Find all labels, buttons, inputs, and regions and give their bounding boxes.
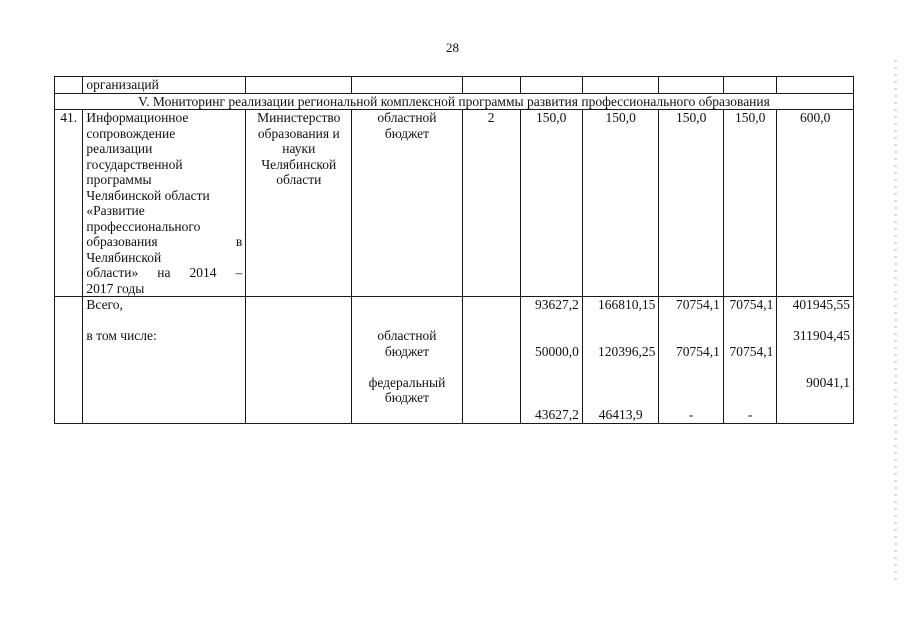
all-total: 401945,55 [792, 297, 850, 312]
source-line: областной [377, 110, 437, 125]
description-line: области» на 2014 – [86, 265, 243, 280]
scan-edge-marks [894, 60, 897, 580]
totals-sources [352, 297, 462, 424]
row-value-2014: 150,0 [520, 110, 582, 297]
label-all: Всего, [86, 297, 123, 312]
federal-2016: - [688, 407, 694, 422]
totals-2017 [723, 297, 777, 424]
federal-2014: 43627,2 [535, 407, 579, 422]
cell-empty [777, 77, 854, 94]
cell-empty [55, 297, 83, 424]
cell-organizations: организаций [83, 77, 246, 94]
description-line: Челябинской области [86, 187, 210, 203]
totals-2014 [520, 297, 582, 424]
row-term: 2 [462, 110, 520, 297]
description-line: Информационное [86, 110, 189, 125]
federal-2015: 46413,9 [598, 407, 643, 422]
description-line: реализации [86, 141, 153, 156]
cell-empty [723, 77, 777, 94]
row-value-2017: 150,0 [723, 110, 777, 297]
executor-line: Министерство [257, 110, 341, 125]
description-line: образования в [86, 234, 243, 249]
page-number: 28 [446, 40, 459, 55]
all-2015: 166810,15 [598, 297, 656, 312]
cell-empty [246, 297, 352, 424]
executor-line: области [276, 172, 322, 187]
row-value-total: 600,0 [777, 110, 854, 297]
program-table [54, 76, 854, 424]
totals-2015 [582, 297, 659, 424]
description-line: 2017 годы [86, 280, 145, 296]
all-2014: 93627,2 [535, 297, 579, 312]
label-including: в том числе: [86, 328, 157, 343]
cell-empty [582, 77, 659, 94]
federal-2017: - [747, 407, 753, 422]
row-funding-source [352, 110, 462, 297]
all-2017: 70754,1 [729, 297, 774, 312]
table-row-41 [55, 110, 854, 297]
cell-empty [246, 77, 352, 94]
description-line: профессионального [86, 218, 201, 234]
row-executor [246, 110, 352, 297]
description-line: «Развитие [86, 203, 145, 218]
table-row-totals [55, 297, 854, 424]
cell-empty [462, 77, 520, 94]
regional-2016: 70754,1 [676, 343, 720, 359]
totals-sum [777, 297, 854, 424]
description-line: государственной [86, 156, 183, 172]
source-line: бюджет [384, 125, 430, 141]
executor-line: науки [282, 141, 316, 156]
cell-empty [352, 77, 462, 94]
cell-empty [462, 297, 520, 424]
totals-labels [83, 297, 246, 424]
row-number: 41. [55, 110, 83, 297]
totals-2016 [659, 297, 723, 424]
regional-total: 311904,45 [793, 328, 850, 343]
row-value-2015: 150,0 [582, 110, 659, 297]
regional-2015: 120396,25 [598, 343, 656, 359]
source-federal-line: бюджет [384, 390, 430, 405]
description-line: сопровождение [86, 125, 176, 141]
regional-2017: 70754,1 [729, 343, 774, 359]
source-regional-line: областной [377, 328, 437, 343]
source-federal-line: федеральный [368, 374, 446, 390]
executor-line: Челябинской [261, 156, 337, 172]
all-2016: 70754,1 [676, 297, 720, 312]
cell-empty [659, 77, 723, 94]
cell-empty [55, 77, 83, 94]
row-description [83, 110, 246, 297]
table-row-continuation [55, 77, 854, 94]
section-title: V. Мониторинг реализации региональной комплексной программы развития профессионального образования [55, 93, 854, 110]
row-value-2016: 150,0 [659, 110, 723, 297]
regional-2014: 50000,0 [535, 343, 579, 359]
source-regional-line: бюджет [384, 343, 430, 359]
description-line: Челябинской [86, 249, 162, 265]
cell-empty [520, 77, 582, 94]
table-row-section [55, 93, 854, 110]
federal-total: 90041,1 [806, 374, 850, 390]
description-line: программы [86, 172, 152, 187]
executor-line: образования и [257, 125, 340, 141]
